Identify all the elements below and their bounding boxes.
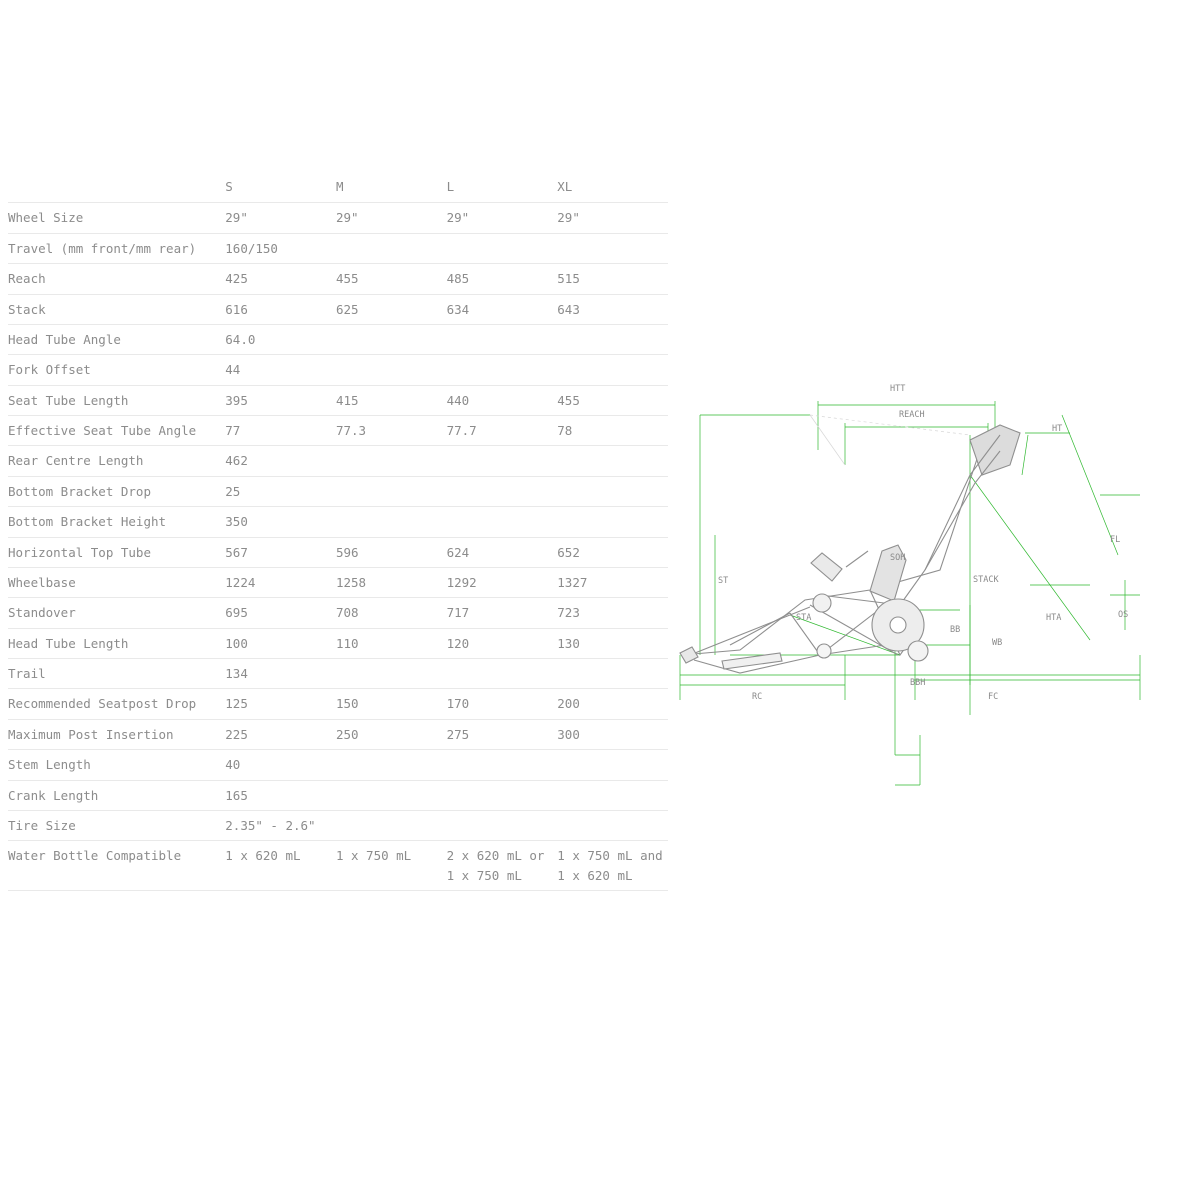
table-row [8,689,668,719]
table-row [8,841,668,891]
row-shared-value: 165 [225,780,668,810]
row-label: Bottom Bracket Height [8,507,225,537]
row-shared-value: 350 [225,507,668,537]
row-label: Reach [8,264,225,294]
label-rc: RC [752,692,763,702]
value-l: 77.7 [447,416,558,446]
row-label: Horizontal Top Tube [8,537,225,567]
label-os: OS [1118,610,1129,620]
value-xl: 130 [557,628,668,658]
value-m: 455 [336,264,447,294]
row-label: Maximum Post Insertion [8,719,225,749]
value-xl: 723 [557,598,668,628]
row-label: Effective Seat Tube Angle [8,416,225,446]
row-label: Travel (mm front/mm rear) [8,233,225,263]
value-l: 624 [447,537,558,567]
row-label: Crank Length [8,780,225,810]
row-label: Fork Offset [8,355,225,385]
row-shared-value: 2.35" - 2.6" [225,810,668,840]
value-m: 150 [336,689,447,719]
row-label: Seat Tube Length [8,385,225,415]
table-row [8,750,668,780]
value-s: 29" [225,203,336,233]
value-s: 125 [225,689,336,719]
row-label: Water Bottle Compatible [8,841,225,891]
value-l: 634 [447,294,558,324]
row-shared-value: 64.0 [225,324,668,354]
value-l: 120 [447,628,558,658]
value-m: 29" [336,203,447,233]
header-size-s: S [225,172,336,203]
geometry-table [8,172,668,891]
value-l: 440 [447,385,558,415]
row-label: Head Tube Length [8,628,225,658]
value-l: 2 x 620 mL or 1 x 750 mL [447,841,558,891]
table-row [8,355,668,385]
row-label: Recommended Seatpost Drop [8,689,225,719]
table-row [8,476,668,506]
table-row [8,233,668,263]
value-m: 625 [336,294,447,324]
table-row [8,719,668,749]
value-m: 110 [336,628,447,658]
table-row [8,537,668,567]
value-s: 616 [225,294,336,324]
value-l: 29" [447,203,558,233]
label-hta: HTA [1046,613,1062,623]
row-shared-value: 44 [225,355,668,385]
value-l: 170 [447,689,558,719]
value-m: 415 [336,385,447,415]
label-soh: SOH [890,553,906,563]
bike-geometry-diagram [670,355,1190,815]
table-row [8,567,668,597]
label-htt: HTT [890,384,906,394]
value-s: 225 [225,719,336,749]
row-shared-value: 462 [225,446,668,476]
row-shared-value: 40 [225,750,668,780]
row-label: Wheel Size [8,203,225,233]
value-xl: 643 [557,294,668,324]
value-m: 250 [336,719,447,749]
label-fl: FL [1110,535,1121,545]
value-s: 1224 [225,567,336,597]
value-xl: 300 [557,719,668,749]
table-row [8,598,668,628]
value-xl: 1 x 750 mL and 1 x 620 mL [557,841,668,891]
value-s: 395 [225,385,336,415]
value-s: 695 [225,598,336,628]
row-label: Head Tube Angle [8,324,225,354]
table-row [8,416,668,446]
row-shared-value: 25 [225,476,668,506]
value-xl: 455 [557,385,668,415]
value-m: 1258 [336,567,447,597]
value-s: 77 [225,416,336,446]
label-bb: BB [950,625,961,635]
value-s: 425 [225,264,336,294]
row-label: Rear Centre Length [8,446,225,476]
label-ht: HT [1052,424,1063,434]
value-m: 77.3 [336,416,447,446]
label-st: ST [718,576,729,586]
value-m: 1 x 750 mL [336,841,447,891]
row-label: Standover [8,598,225,628]
table-row [8,780,668,810]
row-label: Tire Size [8,810,225,840]
row-label: Stack [8,294,225,324]
table-row [8,446,668,476]
value-l: 717 [447,598,558,628]
header-measurement [8,172,225,203]
value-l: 275 [447,719,558,749]
value-s: 100 [225,628,336,658]
table-row [8,507,668,537]
table-body [8,203,668,891]
table-row [8,385,668,415]
table-row [8,203,668,233]
value-l: 1292 [447,567,558,597]
row-label: Bottom Bracket Drop [8,476,225,506]
label-stack: STACK [973,575,999,585]
header-size-xl: XL [557,172,668,203]
value-m: 708 [336,598,447,628]
table-row [8,810,668,840]
table-header-row [8,172,668,203]
value-xl: 200 [557,689,668,719]
header-size-m: M [336,172,447,203]
label-sta: STA [796,613,812,623]
value-xl: 78 [557,416,668,446]
row-shared-value: 160/150 [225,233,668,263]
row-label: Stem Length [8,750,225,780]
table-row [8,264,668,294]
table-row [8,659,668,689]
label-bbh: BBH [910,678,926,688]
value-s: 1 x 620 mL [225,841,336,891]
row-label: Trail [8,659,225,689]
value-s: 567 [225,537,336,567]
header-size-l: L [447,172,558,203]
label-fc: FC [988,692,999,702]
value-l: 485 [447,264,558,294]
label-reach: REACH [899,410,925,420]
value-xl: 515 [557,264,668,294]
row-shared-value: 134 [225,659,668,689]
table-header [8,172,668,203]
value-xl: 652 [557,537,668,567]
table-row [8,324,668,354]
value-xl: 29" [557,203,668,233]
row-label: Wheelbase [8,567,225,597]
label-wb: WB [992,638,1003,648]
value-xl: 1327 [557,567,668,597]
dimension-lines [680,401,1140,785]
table-row [8,294,668,324]
bike-frame-outline [680,425,1020,673]
value-m: 596 [336,537,447,567]
table-row [8,628,668,658]
